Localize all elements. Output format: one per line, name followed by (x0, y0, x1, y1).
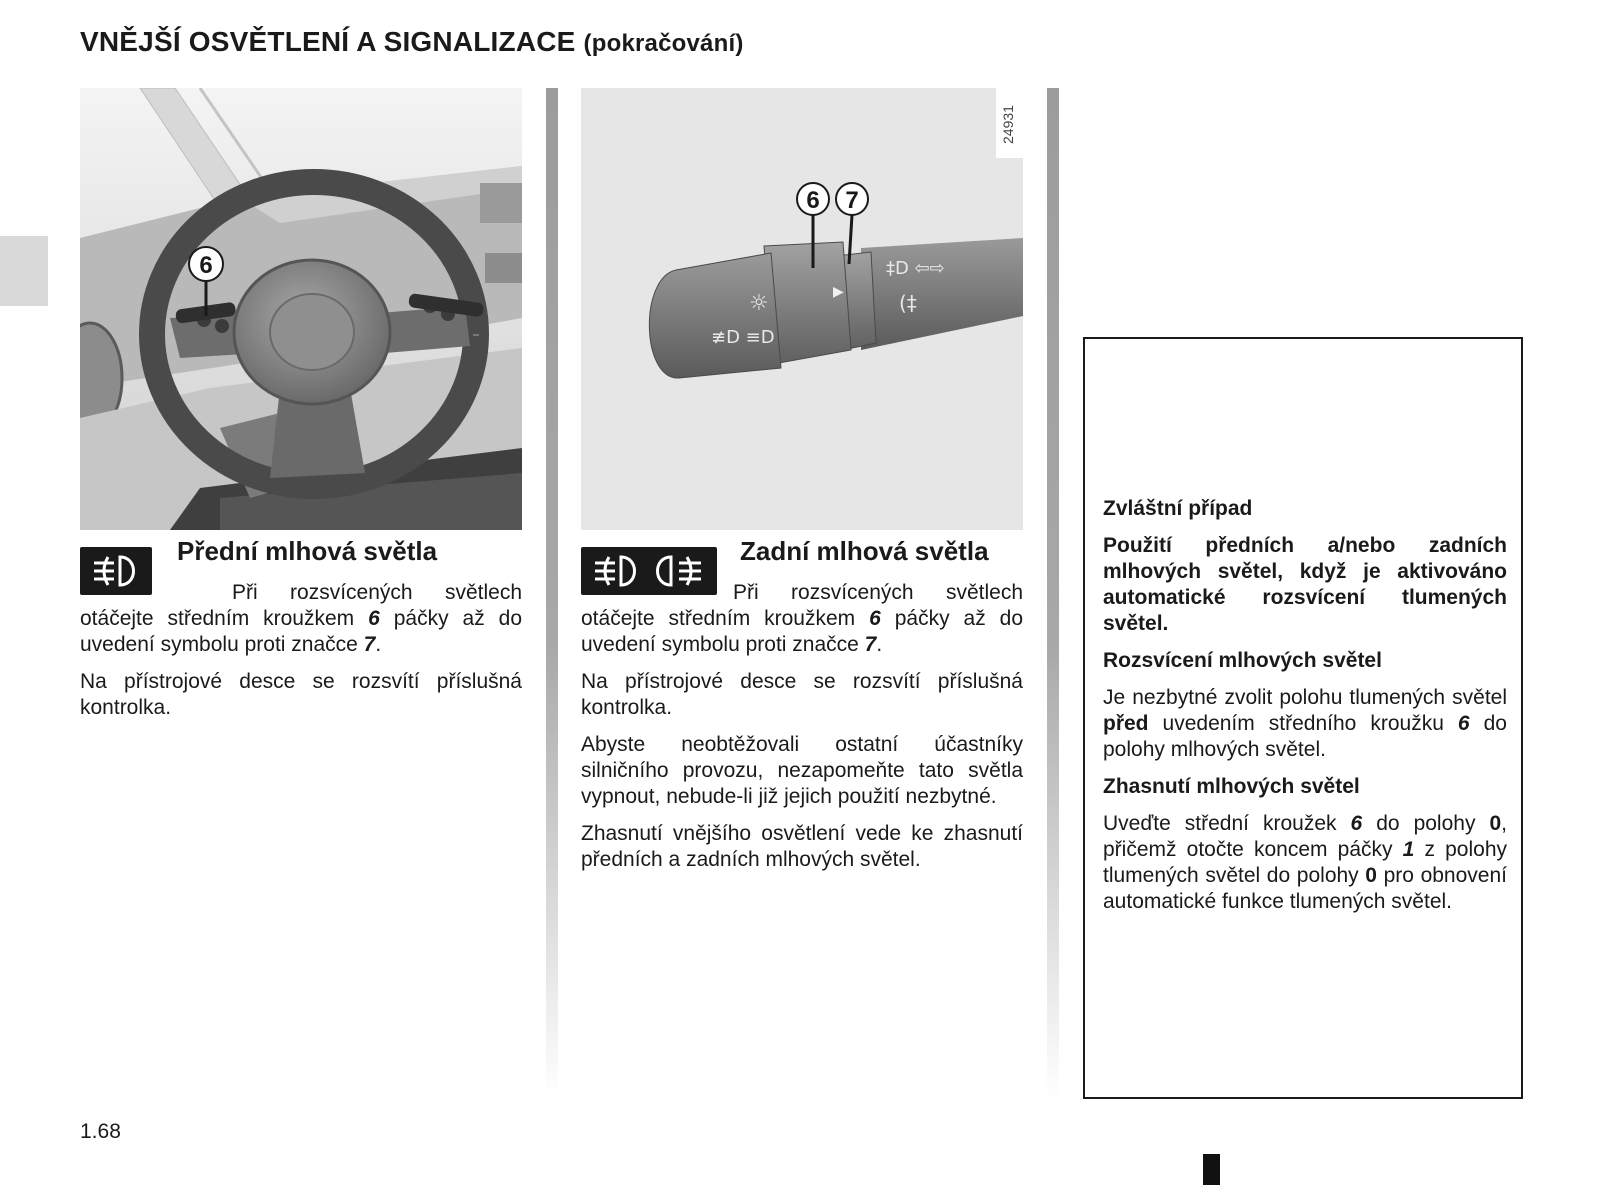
svg-text:▶: ▶ (833, 284, 844, 300)
svg-text:≢D ≡D: ≢D ≡D (711, 327, 775, 348)
page-title (80, 26, 744, 58)
note-heading-switch-on: Rozsvícení mlhových světel (1103, 649, 1382, 672)
callout-6-left: 6 (199, 252, 213, 279)
steering-wheel-illustration (80, 88, 522, 530)
rear-fog-paragraph-2: Na přístrojové desce se rozsvítí příslušná kontrolka. (581, 670, 1023, 719)
rear-fog-paragraph-4: Zhasnutí vnějšího osvětlení vede ke zhasnutí předních a zadních mlhových světel. (581, 822, 1023, 871)
page-number: 1.68 (80, 1120, 121, 1143)
special-case-note-text (1103, 496, 1507, 926)
callout-6-right: 6 (806, 187, 820, 214)
rear-fog-paragraph-3: Abyste neobtěžovali ostatní účastníky silničního provozu, nezapomeňte tato světla vypnout, nebude-li již jejich použití nezbytné. (581, 733, 1023, 808)
rear-fog-body (581, 580, 1023, 884)
svg-text:(‡: (‡ (899, 291, 917, 315)
note-paragraph-switch-on: Je nezbytné zvolit polohu tlumených světel před uvedením středního kroužku 6 do polohy mlhových světel. (1103, 686, 1507, 761)
front-fog-heading: Přední mlhová světla (177, 536, 438, 566)
note-paragraph-switch-off: Uveďte střední kroužek 6 do polohy 0, přičemž otočte koncem páčky 1 z polohy tlumených světel do polohy 0 pro obnovení automatické funkce tlumených světel. (1103, 812, 1507, 913)
note-heading-switch-off: Zhasnutí mlhových světel (1103, 775, 1360, 798)
svg-text:‡D ⇦⇨: ‡D ⇦⇨ (886, 258, 945, 279)
chapter-tab (0, 236, 48, 306)
column-divider-right (1047, 88, 1059, 1098)
front-fog-paragraph-1: Při rozsvícených světlech otáčejte středním kroužkem 6 páčky až do uvedení symbolu proti značce 7. (80, 581, 522, 656)
light-stalk-illustration (581, 88, 1023, 530)
note-paragraph-special-case: Použití předních a/nebo zadních mlhových světel, když je aktivováno automatické rozsvícení tlumených světel. (1103, 534, 1507, 635)
page-marker-bar (1203, 1154, 1220, 1185)
svg-text:☼: ☼ (749, 291, 769, 316)
title-main: VNĚJŠÍ OSVĚTLENÍ A SIGNALIZACE (80, 26, 576, 57)
rear-fog-heading: Zadní mlhová světla (740, 536, 989, 566)
rear-fog-paragraph-1: Při rozsvícených světlech otáčejte středním kroužkem 6 páčky až do uvedení symbolu proti značce 7. (581, 581, 1023, 656)
column-divider-left (546, 88, 558, 1098)
callout-7: 7 (845, 187, 859, 214)
front-fog-paragraph-2: Na přístrojové desce se rozsvítí příslušná kontrolka. (80, 670, 522, 719)
title-suffix: (pokračování) (583, 30, 744, 57)
figure-reference-number: 24931 (1000, 105, 1016, 144)
front-fog-body (80, 580, 522, 732)
note-heading-special-case: Zvláštní případ (1103, 497, 1253, 520)
